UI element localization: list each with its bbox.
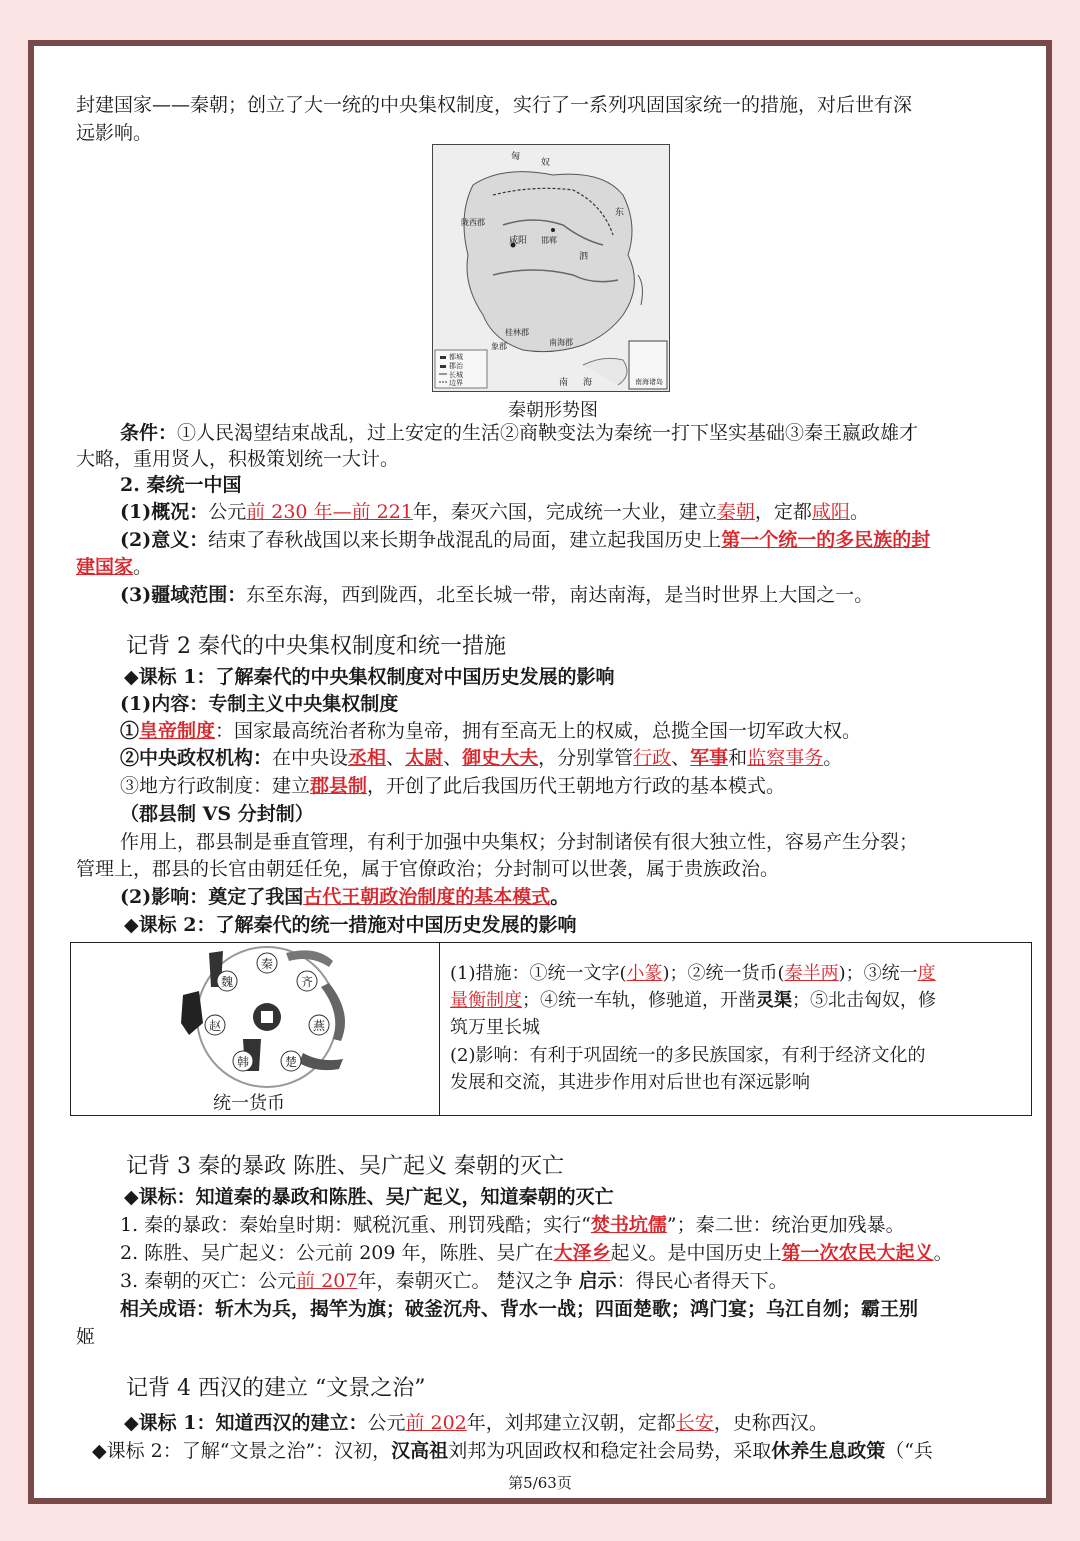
intro-line-2: 远影响。: [76, 122, 153, 144]
section-2-content: (1)内容：专制主义中央集权制度: [120, 693, 399, 715]
map-label-xiong: 匈: [511, 152, 521, 162]
conditions-label: 条件：: [120, 422, 178, 444]
measures-line-3: 筑万里长城: [450, 1017, 540, 1038]
map-legend-prefecture: 郡治: [449, 362, 463, 370]
measures-cell: [440, 943, 1032, 1116]
coin-qi: 齐: [301, 975, 314, 989]
map-label-guilin: 桂林郡: [505, 328, 529, 337]
map-label-longxi: 陇西郡: [461, 218, 485, 227]
fall-line: 3. 秦朝的灭亡：公元前 207年，秦朝灭亡。 楚汉之争 启示：得民心者得天下。: [120, 1270, 788, 1292]
changan: 长安: [675, 1412, 714, 1434]
map-legend-border: 边界: [449, 379, 463, 387]
meaning-highlight-1: 第一个统一的多民族的封: [721, 529, 931, 551]
section-4-standard-1: ◆课标 1：知道西汉的建立：公元前 202年，刘邦建立汉朝，定都长安，史称西汉。: [124, 1412, 828, 1434]
xihan-date: 前 202: [405, 1412, 467, 1434]
unified-currency-image: [71, 943, 437, 1115]
overview-date: 前 230 年—前 221: [246, 501, 413, 523]
territory-line: (3)疆域范围：东至东海，西到陇西，北至长城一带，南达南海，是当时世界上大国之一。: [120, 584, 874, 606]
emperor-line: ①皇帝制度：国家最高统治者称为皇帝，拥有至高无上的权威，总揽全国一切军政大权。: [120, 720, 862, 742]
measures-table: [70, 942, 1032, 1116]
map-label-si: 泗: [579, 252, 589, 262]
compare-line-2: 管理上，郡县的长官由朝廷任免，属于官僚政治；分封制可以世袭，属于贵族政治。: [76, 858, 780, 880]
map-legend-wall: 长城: [449, 371, 463, 379]
uprising-line: 2. 陈胜、吴广起义：公元前 209 年，陈胜、吴广在大泽乡起义。是中国历史上第一次农民大起义。: [120, 1242, 953, 1264]
map-legend-capital: 都城: [449, 353, 463, 361]
effects-line-1: (2)影响：有利于巩固统一的多民族国家，有利于经济文化的: [450, 1045, 926, 1066]
map-inset-label: 南海诸岛: [635, 378, 663, 386]
section-3-standard: ◆课标：知道秦的暴政和陈胜、吴广起义，知道秦朝的灭亡: [124, 1186, 614, 1208]
compare-line-1: 作用上，郡县制是垂直管理，有利于加强中央集权；分封制诸侯有很大独立性，容易产生分裂；: [120, 831, 919, 853]
meaning-line-1: (2)意义：结束了春秋战国以来长期争战混乱的局面，建立起我国历史上第一个统一的多民族的封: [120, 529, 931, 551]
first-uprising: 第一次农民大起义: [781, 1242, 934, 1264]
meaning-line-2: 建国家。: [76, 556, 153, 578]
page-frame: [28, 40, 1052, 1504]
meaning-highlight-2: 建国家: [76, 556, 134, 578]
coin-chu: 楚: [285, 1055, 298, 1069]
map-caption: 秦朝形势图: [508, 400, 598, 421]
section-2-title: 记背 2 秦代的中央集权制度和统一措施: [126, 634, 506, 659]
county-system: 郡县制: [310, 775, 368, 797]
vs-line: （郡县制 VS 分封制）: [120, 803, 314, 825]
influence-highlight: 古代王朝政治制度的基本模式: [303, 886, 551, 908]
section-2-standard-1: ◆课标 1：了解秦代的中央集权制度对中国历史发展的影响: [124, 666, 615, 688]
effects-line-2: 发展和交流，其进步作用对后世也有深远影响: [450, 1072, 810, 1093]
coins-cell: [71, 943, 440, 1116]
page-number: 第5/63页: [508, 1474, 572, 1492]
idioms-line: 相关成语：斩木为兵，揭竿为旗；破釜沉舟、背水一战；四面楚歌；鸿门宴；乌江自刎；霸王别: [120, 1298, 919, 1320]
local-line: ③地方行政制度：建立郡县制，开创了此后我国历代王朝地方行政的基本模式。: [120, 775, 786, 797]
conditions-line-2: 大略，重用贤人，积极策划统一大计。: [76, 448, 400, 470]
book-burning: 焚书坑儒: [590, 1214, 667, 1236]
tyranny-line: 1. 秦的暴政：秦始皇时期：赋税沉重、刑罚残酷；实行“焚书坑儒”；秦二世：统治更加残暴。: [120, 1214, 905, 1236]
qin-map-image: [432, 144, 670, 392]
qin-map-drawing: [433, 145, 669, 391]
map-label-nanhai: 南海郡: [549, 338, 573, 347]
conditions-line-1: ①人民渴望结束战乱，过上安定的生活②商鞅变法为秦统一打下坚实基础③秦王嬴政雄才: [177, 422, 919, 444]
coins-drawing: [71, 943, 437, 1093]
overview-line: (1)概况：公元前 230 年—前 221年，秦灭六国，完成统一大业，建立秦朝，定都咸阳。: [120, 501, 869, 523]
coin-zhao: 赵: [209, 1019, 222, 1033]
section-4-standard-2: ◆课标 2：了解“文景之治”：汉初，汉高祖刘邦为巩固政权和稳定社会局势，采取休养生息政策（“兵: [92, 1440, 933, 1462]
emperor-system: 皇帝制度: [139, 720, 216, 742]
measures-line-1: (1)措施：①统一文字(小篆)；②统一货币(秦半两)；③统一度: [450, 963, 936, 984]
map-label-dong: 东: [615, 208, 625, 218]
coin-yan: 燕: [313, 1019, 326, 1033]
unify-heading: 2. 秦统一中国: [120, 474, 242, 496]
map-label-nu: 奴: [541, 158, 551, 168]
dazexiang: 大泽乡: [553, 1242, 611, 1264]
coin-caption: 统一货币: [213, 1093, 285, 1114]
map-label-hai: 海: [583, 378, 593, 388]
idioms-line-2: 姬: [76, 1326, 96, 1348]
coin-han: 韩: [237, 1055, 250, 1069]
intro-line-1: 封建国家——秦朝；创立了大一统的中央集权制度，实行了一系列巩固国家统一的措施，对后世有深: [76, 94, 913, 116]
map-label-xiang: 象郡: [491, 342, 507, 351]
coin-wei: 魏: [221, 975, 234, 989]
overview-capital: 咸阳: [811, 501, 850, 523]
coin-qin: 秦: [261, 957, 274, 971]
fall-date: 前 207: [296, 1270, 358, 1292]
section-3-title: 记背 3 秦的暴政 陈胜、吴广起义 秦朝的灭亡: [126, 1154, 564, 1179]
document-page: [34, 46, 1046, 1498]
central-line: ②中央政权机构：在中央设丞相、太尉、御史大夫，分别掌管行政、军事和监察事务。: [120, 747, 843, 769]
map-label-handan: 邯郸: [541, 236, 557, 245]
measures-line-2: 量衡制度；④统一车轨，修驰道，开凿灵渠；⑤北击匈奴，修: [450, 990, 936, 1011]
map-label-nan: 南: [559, 378, 569, 388]
map-label-xianyang: 咸阳: [509, 236, 528, 246]
overview-dynasty: 秦朝: [716, 501, 755, 523]
section-4-title: 记背 4 西汉的建立 “文景之治”: [126, 1376, 426, 1401]
section-2-standard-2: ◆课标 2：了解秦代的统一措施对中国历史发展的影响: [124, 914, 577, 936]
influence-line: (2)影响：奠定了我国古代王朝政治制度的基本模式。: [120, 886, 570, 908]
